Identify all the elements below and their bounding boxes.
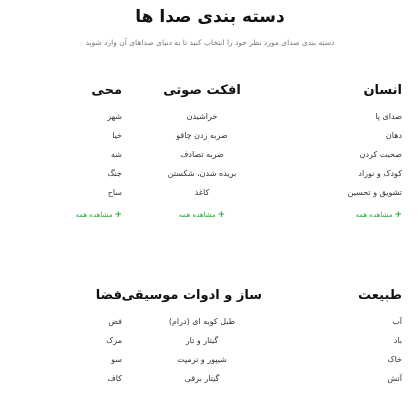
category-grid (0, 82, 420, 420)
category-column (0, 82, 122, 383)
category-item[interactable]: کاغذ (194, 188, 210, 197)
category-card-music-instruments (122, 287, 262, 389)
category-title[interactable]: طبیعت (358, 288, 402, 303)
category-item[interactable]: خاک (387, 355, 402, 364)
category-card-human (262, 82, 402, 221)
category-item[interactable]: خراشیدن (186, 112, 218, 121)
category-item-list (0, 313, 122, 389)
see-all-label: مشاهده همه (178, 211, 216, 219)
category-card-nature (262, 287, 402, 389)
category-item[interactable]: آتش (387, 374, 402, 383)
category-card-space (0, 287, 122, 389)
category-item[interactable]: تشویق و تحسین (347, 188, 402, 197)
category-item[interactable]: کودک و نوزاد (358, 169, 402, 178)
category-item[interactable]: مرک (106, 336, 122, 345)
plus-icon: + (394, 210, 402, 220)
category-card-sound-effects (122, 82, 262, 221)
plus-icon: + (217, 210, 226, 220)
category-title[interactable]: فضا (95, 288, 122, 303)
category-item-list (262, 313, 402, 389)
category-item[interactable]: صحبت کردن (359, 150, 402, 159)
category-item[interactable]: شهر (107, 112, 122, 121)
category-item[interactable]: آب (392, 317, 402, 326)
category-item[interactable]: دهان (385, 131, 402, 140)
page-header (0, 0, 420, 48)
category-title[interactable]: ساز و ادوات موسیقی (121, 288, 262, 303)
category-card-environment (0, 82, 122, 221)
category-item[interactable]: باد (393, 336, 402, 345)
category-item-list (0, 108, 122, 203)
see-all-link[interactable] (262, 209, 402, 221)
category-item[interactable]: کاف (107, 374, 122, 383)
category-item[interactable]: ساح (107, 188, 122, 197)
category-title[interactable]: انسان (363, 83, 402, 98)
category-item[interactable]: بریده شدن، شکستن (167, 169, 237, 178)
page-subtitle: دسته بندی صدای مورد نظر خود را انتخاب کنید تا به دنیای صداهای آن وارد شوید (85, 38, 335, 47)
category-item[interactable]: خیا (112, 131, 122, 140)
category-item-list (262, 108, 402, 203)
category-item[interactable]: ضربه تصادف (180, 150, 224, 159)
category-item[interactable]: شیپور و ترمپت (177, 355, 227, 364)
see-all-label: مشاهده همه (75, 211, 113, 219)
category-item[interactable]: گیتار برقی (184, 374, 220, 383)
category-item-list (122, 313, 262, 389)
category-column (262, 82, 402, 383)
category-item[interactable]: ضربه زدن چاقو (176, 131, 228, 140)
category-item-list (122, 108, 262, 203)
page-title: دسته بندی صدا ها (135, 7, 285, 27)
see-all-link[interactable] (122, 209, 262, 221)
category-item[interactable]: طبل کوبه ای (درام) (168, 317, 236, 326)
category-item[interactable]: شه (111, 150, 122, 159)
category-item[interactable]: صدای پا (375, 112, 402, 121)
see-all-label: مشاهده همه (355, 211, 393, 219)
category-title[interactable]: محی (91, 83, 122, 98)
category-item[interactable]: فض (108, 317, 122, 326)
category-item[interactable]: گیتار و تار (185, 336, 219, 345)
category-title[interactable]: افکت صوتی (163, 83, 241, 98)
category-column (121, 82, 262, 383)
category-item[interactable]: سو (111, 355, 122, 364)
see-all-link[interactable] (0, 209, 122, 221)
plus-icon: + (114, 210, 122, 220)
category-item[interactable]: جنگ (107, 169, 122, 178)
